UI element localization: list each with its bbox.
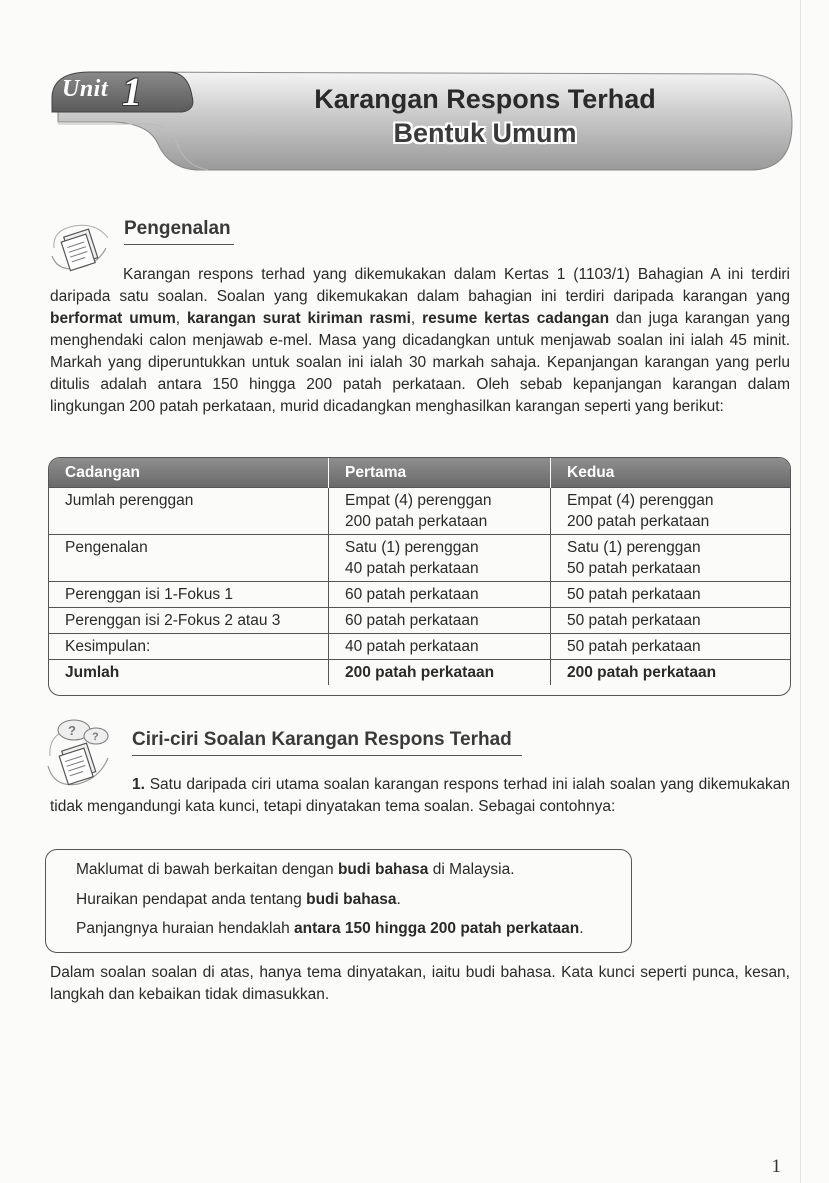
page-edge [800, 0, 801, 1183]
example-line-1: Maklumat di bawah berkaitan dengan budi bahasa di Malaysia. [76, 861, 515, 878]
intro-text-3: , [410, 310, 423, 327]
point-1-number: 1. [132, 776, 145, 793]
total-label: Jumlah [49, 660, 329, 686]
svg-text:?: ? [92, 731, 99, 743]
table-total-row [49, 660, 790, 686]
banner-title-line2: Bentuk Umum [393, 118, 577, 148]
cell-pertama: 60 patah perkataan [329, 608, 551, 634]
table-row [49, 582, 790, 608]
svg-text:?: ? [68, 723, 76, 738]
row-label: Perenggan isi 1-Fokus 1 [49, 582, 329, 608]
row-label: Perenggan isi 2-Fokus 2 atau 3 [49, 608, 329, 634]
unit-banner [50, 66, 800, 178]
banner-title-line1: Karangan Respons Terhad [314, 84, 656, 114]
cell-pertama: Satu (1) perenggan 40 patah perkataan [329, 535, 551, 582]
after-example-paragraph: Dalam soalan soalan di atas, hanya tema dinyatakan, iaitu budi bahasa. Kata kunci seperti punca, kesan, langkah dan kebaikan tidak dimasukkan. [50, 964, 790, 1003]
unit-label: Unit [62, 76, 109, 102]
table-row [49, 488, 790, 535]
intro-text-4: dan juga karangan yang menghendaki calon menjawab e-mel. Masa yang dicadangkan untuk menjawab soalan ini ialah 45 minit. Markah yang diperuntukkan untuk soalan ini ialah 30 markah sahaja. Kepanjangan karangan yang perlu ditulis adalah antara 150 hingga 200 patah perkataan. Oleh sebab kepanjangan karangan dalam lingkungan 200 patah perkataan, murid dicadangkan menghasilkan karangan seperti yang berikut: [50, 310, 790, 415]
cell-kedua: 50 patah perkataan [551, 608, 791, 634]
example-line-3: Panjangnya huraian hendaklah antara 150 hingga 200 patah perkataan. [76, 920, 584, 937]
cell-pertama: Empat (4) perenggan 200 patah perkataan [329, 488, 551, 535]
cell-kedua: 50 patah perkataan [551, 582, 791, 608]
intro-text-2: , [175, 310, 187, 327]
header-pertama: Pertama [329, 458, 551, 488]
example-box [45, 849, 632, 953]
page-number: 1 [771, 1156, 781, 1177]
point-1-text: Satu daripada ciri utama soalan karangan respons terhad ini ialah soalan yang dikemukakan tidak mengandungi kata kunci, tetapi dinyatakan tema soalan. Sebagai contohnya: [50, 776, 790, 815]
intro-paragraph [50, 264, 790, 418]
header-cadangan: Cadangan [49, 458, 329, 488]
unit-number: 1 [122, 69, 142, 114]
row-label: Pengenalan [49, 535, 329, 582]
table-row [49, 608, 790, 634]
total-pertama: 200 patah perkataan [329, 660, 551, 686]
table-header-row [49, 458, 790, 488]
intro-text-1: Karangan respons terhad yang dikemukakan dalam Kertas 1 (1103/1) Bahagian A ini terdiri daripada satu soalan. Soalan yang dikemukakan dalam bahagian ini terdiri daripada karangan yang [50, 266, 790, 305]
row-label: Kesimpulan: [49, 634, 329, 660]
table-row [49, 535, 790, 582]
word-count-table [48, 457, 791, 696]
table-row [49, 634, 790, 660]
section-heading-ciri-ciri: Ciri-ciri Soalan Karangan Respons Terhad [132, 729, 522, 756]
intro-bold-1: berformat umum [50, 310, 176, 327]
point-1-paragraph [50, 774, 790, 818]
total-kedua: 200 patah perkataan [551, 660, 791, 686]
section-heading-pengenalan: Pengenalan [124, 218, 234, 245]
intro-bold-2: karangan surat kiriman rasmi [186, 310, 411, 327]
cell-kedua: 50 patah perkataan [551, 634, 791, 660]
intro-bold-3: resume kertas cadangan [422, 310, 610, 327]
header-kedua: Kedua [551, 458, 791, 488]
cell-pertama: 60 patah perkataan [329, 582, 551, 608]
row-label: Jumlah perenggan [49, 488, 329, 535]
cell-kedua: Satu (1) perenggan 50 patah perkataan [551, 535, 791, 582]
example-line-2: Huraikan pendapat anda tentang budi bahasa. [76, 891, 401, 908]
cell-pertama: 40 patah perkataan [329, 634, 551, 660]
cell-kedua: Empat (4) perenggan 200 patah perkataan [551, 488, 791, 535]
